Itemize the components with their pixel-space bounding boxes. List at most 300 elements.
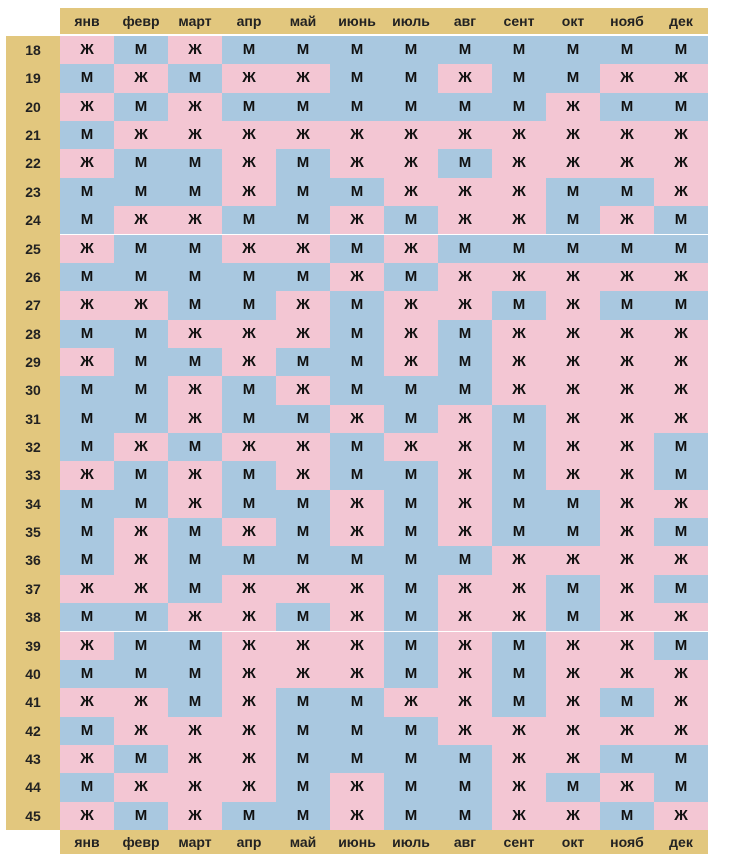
table-cell: Ж	[600, 348, 654, 376]
table-cell: М	[276, 36, 330, 64]
table-cell: Ж	[60, 461, 114, 489]
table-cell: М	[60, 603, 114, 631]
table-cell: Ж	[492, 745, 546, 773]
table-cell: М	[438, 546, 492, 574]
table-cell: Ж	[546, 149, 600, 177]
table-cell: М	[492, 433, 546, 461]
table-cell: Ж	[492, 575, 546, 603]
table-cell: Ж	[168, 376, 222, 404]
table-cell: Ж	[222, 717, 276, 745]
table-cell: М	[114, 235, 168, 263]
table-cell: Ж	[492, 603, 546, 631]
table-cell: М	[384, 405, 438, 433]
table-cell: Ж	[546, 688, 600, 716]
table-cell: Ж	[654, 660, 708, 688]
table-cell: М	[222, 802, 276, 830]
table-cell: Ж	[438, 121, 492, 149]
table-cell: Ж	[654, 263, 708, 291]
table-cell: М	[330, 433, 384, 461]
table-cell: М	[276, 717, 330, 745]
table-cell: Ж	[330, 149, 384, 177]
table-cell: Ж	[600, 433, 654, 461]
table-cell: М	[60, 660, 114, 688]
table-cell: Ж	[330, 660, 384, 688]
table-cell: М	[60, 376, 114, 404]
table-cell: М	[546, 603, 600, 631]
table-cell: Ж	[600, 461, 654, 489]
table-cell: М	[168, 688, 222, 716]
table-cell: М	[546, 64, 600, 92]
table-cell: Ж	[546, 93, 600, 121]
table-cell: М	[276, 206, 330, 234]
table-cell: Ж	[168, 717, 222, 745]
table-cell: М	[60, 546, 114, 574]
table-cell: М	[330, 178, 384, 206]
table-cell: Ж	[114, 291, 168, 319]
age-label-26: 26	[25, 268, 41, 285]
table-cell: Ж	[654, 376, 708, 404]
table-cell: М	[546, 178, 600, 206]
table-cell: М	[330, 461, 384, 489]
table-cell: М	[654, 433, 708, 461]
month-header-4: апр	[236, 13, 262, 29]
table-cell: М	[60, 518, 114, 546]
month-header-9: сент	[503, 13, 535, 29]
age-label-20: 20	[25, 98, 41, 115]
table-cell: М	[384, 575, 438, 603]
table-cell: М	[168, 178, 222, 206]
table-cell: М	[384, 802, 438, 830]
table-cell: М	[222, 93, 276, 121]
table-cell: М	[438, 36, 492, 64]
table-cell: М	[60, 405, 114, 433]
table-cell: Ж	[60, 575, 114, 603]
table-cell: Ж	[438, 405, 492, 433]
table-cell: М	[114, 745, 168, 773]
table-cell: Ж	[222, 178, 276, 206]
age-label-27: 27	[25, 297, 41, 314]
table-cell: М	[654, 745, 708, 773]
table-cell: М	[330, 348, 384, 376]
table-cell: Ж	[168, 36, 222, 64]
table-cell: М	[276, 745, 330, 773]
table-cell: Ж	[546, 376, 600, 404]
table-cell: Ж	[168, 745, 222, 773]
table-cell: Ж	[222, 320, 276, 348]
table-cell: М	[654, 206, 708, 234]
table-cell: Ж	[330, 802, 384, 830]
age-label-24: 24	[25, 212, 41, 229]
month-header-4: апр	[236, 834, 262, 850]
table-cell: Ж	[546, 291, 600, 319]
table-cell: Ж	[438, 206, 492, 234]
table-cell: М	[330, 291, 384, 319]
table-cell: М	[60, 64, 114, 92]
table-cell: Ж	[546, 320, 600, 348]
month-header-7: июль	[392, 834, 430, 850]
table-cell: М	[600, 802, 654, 830]
age-label-29: 29	[25, 353, 41, 370]
month-header-11: нояб	[610, 13, 644, 29]
table-cell: М	[438, 745, 492, 773]
table-cell: М	[60, 121, 114, 149]
table-cell: Ж	[438, 178, 492, 206]
month-header-1: янв	[74, 13, 100, 29]
table-cell: М	[114, 178, 168, 206]
age-label-25: 25	[25, 240, 41, 257]
table-cell: М	[168, 149, 222, 177]
table-cell: Ж	[276, 461, 330, 489]
table-cell: Ж	[546, 121, 600, 149]
table-cell: Ж	[114, 433, 168, 461]
table-cell: М	[600, 178, 654, 206]
table-cell: Ж	[438, 263, 492, 291]
table-cell: М	[438, 235, 492, 263]
month-header-3: март	[178, 13, 212, 29]
table-cell: М	[168, 660, 222, 688]
table-cell: Ж	[600, 64, 654, 92]
table-cell: Ж	[60, 36, 114, 64]
table-cell: Ж	[384, 178, 438, 206]
table-cell: Ж	[546, 802, 600, 830]
table-cell: Ж	[60, 93, 114, 121]
table-cell: Ж	[222, 433, 276, 461]
age-label-42: 42	[25, 722, 41, 739]
table-cell: М	[168, 291, 222, 319]
table-cell: Ж	[492, 802, 546, 830]
table-cell: Ж	[492, 348, 546, 376]
table-cell: М	[492, 64, 546, 92]
table-cell: Ж	[600, 121, 654, 149]
table-cell: М	[114, 93, 168, 121]
table-cell: М	[168, 632, 222, 660]
table-cell: М	[114, 660, 168, 688]
table-cell: Ж	[60, 745, 114, 773]
table-cell: М	[276, 93, 330, 121]
table-cell: Ж	[492, 376, 546, 404]
table-cell: Ж	[114, 64, 168, 92]
table-cell: Ж	[60, 688, 114, 716]
age-label-22: 22	[25, 155, 41, 172]
age-label-19: 19	[25, 70, 41, 87]
table-cell: М	[654, 575, 708, 603]
prediction-grid	[60, 36, 708, 830]
table-cell: Ж	[276, 433, 330, 461]
table-cell: М	[276, 802, 330, 830]
table-cell: Ж	[546, 546, 600, 574]
table-cell: М	[60, 206, 114, 234]
month-header-8: авг	[453, 834, 477, 850]
table-cell: М	[546, 490, 600, 518]
table-cell: М	[438, 376, 492, 404]
table-cell: Ж	[276, 376, 330, 404]
age-label-45: 45	[25, 807, 41, 824]
table-cell: Ж	[600, 660, 654, 688]
table-cell: Ж	[600, 376, 654, 404]
table-cell: Ж	[654, 348, 708, 376]
table-cell: М	[492, 36, 546, 64]
table-cell: Ж	[168, 490, 222, 518]
table-cell: Ж	[384, 149, 438, 177]
table-cell: Ж	[546, 745, 600, 773]
table-cell: М	[546, 206, 600, 234]
table-cell: Ж	[654, 121, 708, 149]
table-cell: М	[222, 405, 276, 433]
table-cell: М	[168, 263, 222, 291]
table-cell: М	[492, 93, 546, 121]
table-cell: М	[546, 235, 600, 263]
table-cell: Ж	[546, 433, 600, 461]
table-cell: Ж	[330, 490, 384, 518]
table-cell: Ж	[600, 490, 654, 518]
table-cell: Ж	[168, 93, 222, 121]
table-cell: М	[114, 263, 168, 291]
table-cell: Ж	[438, 433, 492, 461]
table-cell: Ж	[438, 518, 492, 546]
table-cell: М	[654, 36, 708, 64]
table-cell: Ж	[546, 461, 600, 489]
month-header-6: июнь	[338, 834, 376, 850]
table-cell: М	[330, 64, 384, 92]
table-cell: Ж	[600, 149, 654, 177]
table-cell: Ж	[114, 518, 168, 546]
table-cell: Ж	[492, 546, 546, 574]
table-cell: Ж	[276, 632, 330, 660]
table-cell: Ж	[168, 773, 222, 801]
table-cell: М	[492, 660, 546, 688]
table-cell: М	[600, 36, 654, 64]
table-cell: М	[654, 773, 708, 801]
table-cell: Ж	[546, 348, 600, 376]
table-cell: М	[60, 773, 114, 801]
table-cell: М	[60, 433, 114, 461]
table-cell: Ж	[60, 235, 114, 263]
table-cell: Ж	[60, 149, 114, 177]
table-cell: М	[384, 93, 438, 121]
month-header-7: июль	[392, 13, 430, 29]
month-header-11: нояб	[610, 834, 644, 850]
table-cell: М	[276, 490, 330, 518]
table-cell: Ж	[276, 235, 330, 263]
table-cell: Ж	[600, 603, 654, 631]
table-cell: М	[276, 688, 330, 716]
table-cell: Ж	[438, 461, 492, 489]
table-cell: М	[114, 603, 168, 631]
table-cell: Ж	[276, 121, 330, 149]
table-cell: Ж	[222, 575, 276, 603]
table-cell: Ж	[168, 802, 222, 830]
month-header-12: дек	[669, 834, 693, 850]
table-cell: Ж	[384, 433, 438, 461]
table-cell: М	[276, 263, 330, 291]
table-cell: Ж	[168, 405, 222, 433]
table-cell: Ж	[330, 518, 384, 546]
table-cell: Ж	[492, 149, 546, 177]
table-cell: Ж	[546, 717, 600, 745]
table-cell: Ж	[384, 320, 438, 348]
table-cell: Ж	[330, 263, 384, 291]
table-cell: М	[330, 320, 384, 348]
month-header-9: сент	[503, 834, 535, 850]
table-cell: Ж	[330, 121, 384, 149]
table-cell: М	[492, 235, 546, 263]
table-cell: М	[384, 632, 438, 660]
month-header-12: дек	[669, 13, 693, 29]
table-cell: Ж	[330, 603, 384, 631]
table-cell: Ж	[60, 802, 114, 830]
month-header-top	[60, 8, 708, 34]
table-cell: Ж	[222, 745, 276, 773]
age-label-41: 41	[25, 694, 41, 711]
age-label-43: 43	[25, 750, 41, 767]
table-cell: Ж	[168, 603, 222, 631]
table-cell: Ж	[114, 717, 168, 745]
table-cell: М	[600, 93, 654, 121]
table-cell: Ж	[654, 688, 708, 716]
table-cell: Ж	[546, 660, 600, 688]
table-cell: М	[384, 64, 438, 92]
table-cell: Ж	[654, 546, 708, 574]
table-cell: Ж	[654, 178, 708, 206]
table-cell: М	[114, 405, 168, 433]
table-cell: Ж	[168, 206, 222, 234]
table-cell: М	[654, 632, 708, 660]
age-label-37: 37	[25, 580, 41, 597]
age-label-31: 31	[25, 410, 41, 427]
table-cell: Ж	[546, 632, 600, 660]
table-cell: Ж	[222, 121, 276, 149]
table-cell: М	[492, 632, 546, 660]
table-cell: Ж	[222, 235, 276, 263]
table-cell: М	[384, 206, 438, 234]
table-cell: М	[222, 291, 276, 319]
table-cell: М	[276, 518, 330, 546]
table-cell: Ж	[492, 320, 546, 348]
table-cell: М	[168, 348, 222, 376]
age-column	[6, 36, 60, 830]
table-cell: Ж	[222, 518, 276, 546]
table-cell: М	[492, 405, 546, 433]
table-cell: Ж	[654, 64, 708, 92]
table-cell: Ж	[276, 575, 330, 603]
month-header-2: февр	[122, 834, 160, 850]
age-label-40: 40	[25, 665, 41, 682]
age-label-38: 38	[25, 609, 41, 626]
age-label-30: 30	[25, 382, 41, 399]
table-cell: Ж	[276, 320, 330, 348]
age-label-18: 18	[25, 42, 41, 58]
table-cell: М	[114, 36, 168, 64]
table-cell: Ж	[114, 206, 168, 234]
table-cell: Ж	[492, 121, 546, 149]
table-cell: М	[384, 376, 438, 404]
table-cell: Ж	[438, 717, 492, 745]
table-cell: Ж	[114, 546, 168, 574]
table-cell: Ж	[384, 688, 438, 716]
table-cell: М	[114, 320, 168, 348]
table-cell: Ж	[492, 263, 546, 291]
table-cell: Ж	[492, 178, 546, 206]
table-cell: Ж	[438, 575, 492, 603]
table-cell: М	[384, 36, 438, 64]
table-cell: Ж	[438, 603, 492, 631]
table-cell: М	[384, 773, 438, 801]
table-cell: М	[330, 376, 384, 404]
table-cell: Ж	[600, 518, 654, 546]
table-cell: Ж	[600, 206, 654, 234]
table-cell: Ж	[654, 802, 708, 830]
month-header-8: авг	[453, 13, 477, 29]
table-cell: М	[60, 178, 114, 206]
table-cell: Ж	[222, 603, 276, 631]
table-cell: М	[384, 717, 438, 745]
table-cell: Ж	[492, 206, 546, 234]
table-cell: М	[168, 518, 222, 546]
table-cell: Ж	[276, 64, 330, 92]
table-cell: Ж	[222, 149, 276, 177]
table-cell: Ж	[438, 688, 492, 716]
table-cell: Ж	[384, 348, 438, 376]
table-cell: Ж	[600, 320, 654, 348]
table-cell: М	[330, 688, 384, 716]
table-cell: М	[168, 64, 222, 92]
table-cell: М	[600, 235, 654, 263]
table-cell: Ж	[654, 490, 708, 518]
table-cell: М	[438, 773, 492, 801]
table-cell: М	[546, 575, 600, 603]
table-cell: Ж	[114, 688, 168, 716]
table-cell: М	[384, 660, 438, 688]
table-cell: Ж	[654, 405, 708, 433]
table-cell: М	[60, 490, 114, 518]
table-cell: Ж	[276, 291, 330, 319]
table-cell: М	[276, 149, 330, 177]
table-cell: Ж	[600, 575, 654, 603]
month-header-6: июнь	[338, 13, 376, 29]
table-cell: Ж	[600, 263, 654, 291]
table-cell: Ж	[330, 206, 384, 234]
table-cell: М	[276, 178, 330, 206]
table-cell: Ж	[492, 717, 546, 745]
table-cell: Ж	[600, 773, 654, 801]
month-header-1: янв	[74, 834, 100, 850]
table-cell: Ж	[60, 291, 114, 319]
table-cell: М	[60, 717, 114, 745]
table-cell: М	[222, 546, 276, 574]
table-cell: М	[438, 320, 492, 348]
table-cell: М	[438, 802, 492, 830]
table-cell: М	[384, 603, 438, 631]
table-cell: Ж	[654, 717, 708, 745]
table-cell: М	[654, 93, 708, 121]
table-cell: Ж	[546, 405, 600, 433]
table-cell: М	[168, 433, 222, 461]
table-cell: М	[492, 688, 546, 716]
table-cell: М	[384, 461, 438, 489]
table-cell: Ж	[654, 320, 708, 348]
table-cell: М	[276, 405, 330, 433]
table-cell: Ж	[222, 348, 276, 376]
table-cell: Ж	[654, 149, 708, 177]
table-cell: М	[438, 149, 492, 177]
table-cell: М	[546, 773, 600, 801]
table-cell: М	[222, 376, 276, 404]
table-cell: М	[654, 518, 708, 546]
table-cell: М	[276, 603, 330, 631]
table-cell: Ж	[114, 121, 168, 149]
table-cell: Ж	[222, 632, 276, 660]
table-cell: Ж	[600, 405, 654, 433]
